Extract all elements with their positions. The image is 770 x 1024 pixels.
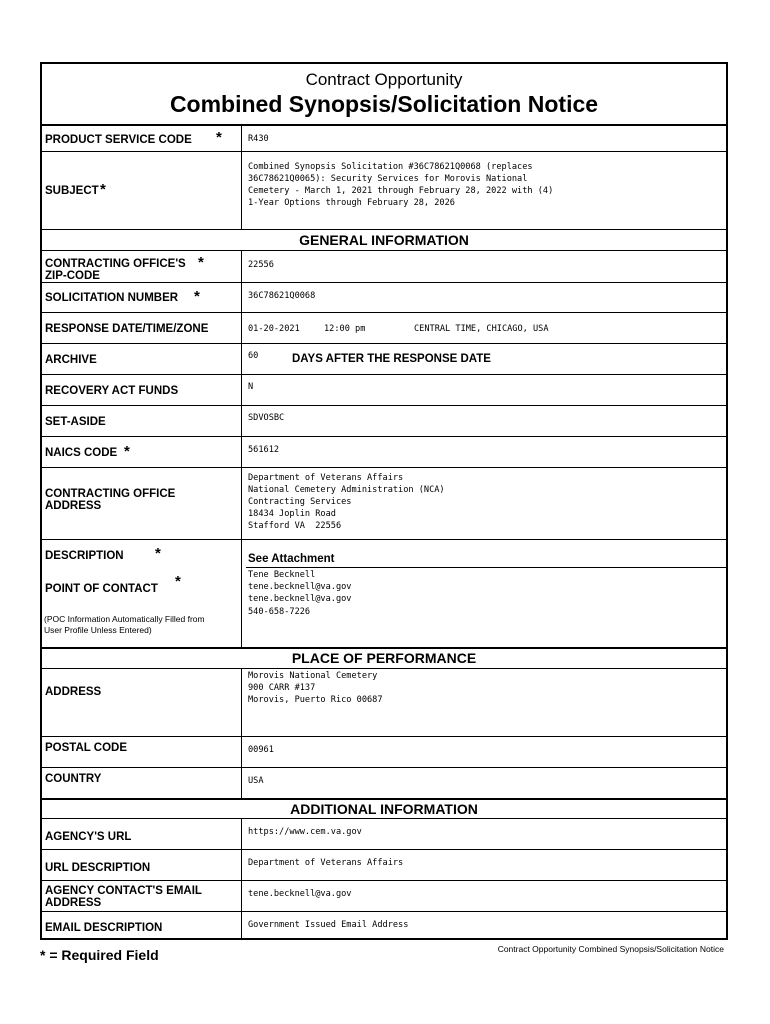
archive-suffix: DAYS AFTER THE RESPONSE DATE [292, 353, 491, 365]
label-contracting-office-address: CONTRACTING OFFICE ADDRESS [42, 468, 242, 539]
value-agency-url: https://www.cem.va.gov [248, 827, 362, 837]
required-marker: * [100, 181, 106, 198]
label-url-description: URL DESCRIPTION [42, 850, 242, 880]
row-email-description [42, 912, 726, 938]
label-solicitation-number: SOLICITATION NUMBER * [42, 283, 242, 312]
row-postal-code [42, 737, 726, 768]
row-url-description [42, 850, 726, 881]
row-archive [42, 344, 726, 375]
form-header [42, 64, 726, 126]
value-email-description: Government Issued Email Address [248, 920, 409, 930]
value-postal-code: 00961 [248, 745, 274, 755]
label-email-description: EMAIL DESCRIPTION [42, 912, 242, 938]
label-response-date: RESPONSE DATE/TIME/ZONE [42, 313, 242, 343]
solicitation-form [40, 62, 728, 940]
section-additional-information: ADDITIONAL INFORMATION [42, 799, 726, 819]
value-url-description: Department of Veterans Affairs [248, 858, 404, 868]
value-product-service-code: R430 [248, 134, 269, 144]
label-agency-contact-email: AGENCY CONTACT'S EMAIL ADDRESS [42, 881, 242, 911]
required-marker: * [216, 129, 222, 146]
row-description-contact [42, 540, 726, 648]
row-recovery-act-funds [42, 375, 726, 406]
description-divider [246, 567, 726, 568]
row-solicitation-number [42, 283, 726, 313]
value-contracting-office-address: Department of Veterans Affairs National Cemetery Administration (NCA) Contracting Services 18434 Joplin Road Stafford VA 22556 [248, 473, 445, 531]
label-contracting-office-zip: CONTRACTING OFFICE'S ZIP-CODE * [42, 251, 242, 282]
row-contracting-office-address [42, 468, 726, 540]
value-set-aside: SDVOSBC [248, 413, 285, 423]
required-marker: * [175, 573, 181, 590]
label-set-aside: SET-ASIDE [42, 406, 242, 436]
label-product-service-code: PRODUCT SERVICE CODE * [42, 126, 242, 151]
poc-note-line1: (POC Information Automatically Filled from [44, 614, 205, 624]
section-general-information: GENERAL INFORMATION [42, 230, 726, 251]
value-agency-contact-email: tene.becknell@va.gov [248, 889, 352, 899]
value-pop-address: Morovis National Cemetery 900 CARR #137 Morovis, Puerto Rico 00687 [248, 671, 383, 705]
form-title-large: Combined Synopsis/Solicitation Notice [169, 91, 599, 117]
label-postal-code: POSTAL CODE [42, 737, 242, 767]
value-solicitation-number: 36C78621Q0068 [248, 291, 316, 301]
required-marker: * [198, 254, 204, 271]
value-description-contact: See Attachment Tene Becknell tene.becknell@va.gov tene.becknell@va.gov 540-658-7226 [246, 540, 726, 647]
label-archive: ARCHIVE [42, 344, 242, 374]
row-agency-url [42, 819, 726, 850]
required-marker: * [155, 545, 161, 562]
label-description-contact: DESCRIPTION * POINT OF CONTACT * (POC Information Automatically Filled from User Profile Unless Entered) [42, 540, 242, 647]
value-response-date: 01-20-2021 12:00 pm CENTRAL TIME, CHICAGO, USA [248, 324, 549, 334]
required-field-note: * = Required Field [40, 947, 159, 963]
required-marker: * [124, 443, 130, 460]
value-subject: Combined Synopsis Solicitation #36C78621Q0068 (replaces 36C78621Q0065): Security Services for Morovis National Cemetery - March 1, 2021 through February 28, 2022 with (4) 1-Year Options through February 28, 2026 [248, 162, 554, 208]
label-country: COUNTRY [42, 768, 242, 798]
row-country [42, 768, 726, 799]
label-naics-code: NAICS CODE * [42, 437, 242, 467]
label-agency-url: AGENCY'S URL [42, 819, 242, 849]
row-set-aside [42, 406, 726, 437]
form-title-small: Contract Opportunity [305, 70, 463, 89]
value-recovery-act-funds: N [248, 382, 254, 392]
footer-document-name: Contract Opportunity Combined Synopsis/Solicitation Notice [497, 944, 724, 954]
row-subject [42, 152, 726, 230]
row-agency-contact-email [42, 881, 726, 912]
row-product-service-code [42, 126, 726, 152]
row-naics-code [42, 437, 726, 468]
label-recovery-act-funds: RECOVERY ACT FUNDS [42, 375, 242, 405]
value-naics-code: 561612 [248, 445, 280, 455]
row-response-date [42, 313, 726, 344]
row-pop-address [42, 669, 726, 737]
row-contracting-office-zip [42, 251, 726, 283]
value-archive: 60 DAYS AFTER THE RESPONSE DATE [248, 351, 491, 365]
section-place-of-performance: PLACE OF PERFORMANCE [42, 648, 726, 669]
label-subject: SUBJECT * [42, 152, 242, 229]
description-value: See Attachment [248, 553, 335, 565]
poc-note-line2: User Profile Unless Entered) [44, 625, 152, 635]
label-pop-address: ADDRESS [42, 669, 242, 736]
value-contracting-office-zip: 22556 [248, 260, 274, 270]
required-marker: * [194, 288, 200, 305]
value-country: USA [248, 776, 264, 786]
